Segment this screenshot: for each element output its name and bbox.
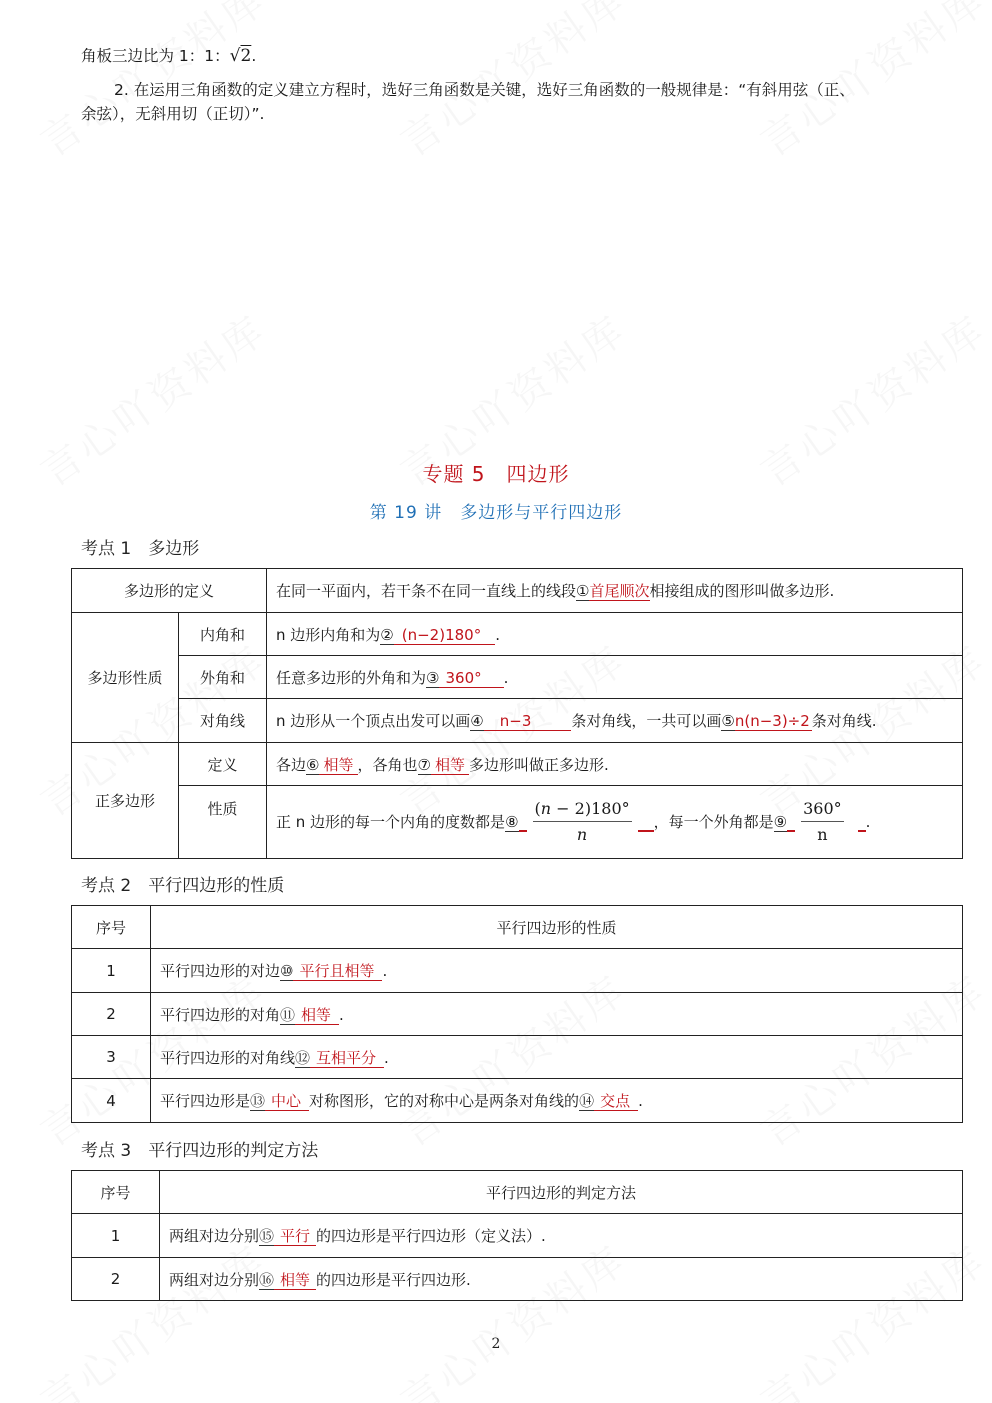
table-row: 2 平行四边形的对角⑪ 相等 . — [72, 993, 963, 1036]
section-3-heading: 考点 3 平行四边形的判定方法 — [81, 1141, 319, 1161]
intro-line-2: 2. 在运用三角函数的定义建立方程时，选好三角函数是关键，选好三角函数的一般规律是：“有斜用弦（正、 — [114, 81, 855, 99]
interior-angle-cell: n 边形内角和为② (n−2)180° . — [267, 613, 963, 656]
intro-line-1: 角板三边比为 1：1：√2. — [81, 46, 257, 66]
answer-10: 平行且相等 — [293, 962, 382, 981]
lecture-subtitle: 第 19 讲 多边形与平行四边形 — [369, 503, 623, 523]
section-1-heading: 考点 1 多边形 — [81, 539, 200, 559]
fraction-exterior-angle: $\frac{360^\circ}{n}$ — [803, 798, 842, 844]
table-row — [72, 613, 963, 656]
row-label: 定义 — [179, 743, 267, 786]
answer-3: 360° — [439, 669, 503, 688]
diagonal-cell: n 边形从一个顶点出发可以画④ n−3 条对角线，一共可以画⑤n(n−3)÷2 条对角线. — [267, 699, 963, 743]
group-label: 正多边形 — [72, 743, 179, 859]
column-header-property: 平行四边形的性质 — [151, 906, 963, 949]
answer-11: 相等 — [295, 1006, 339, 1025]
answer-2: (n−2)180° — [394, 626, 495, 645]
table-row: 2 两组对边分别⑯ 相等 的四边形是平行四边形. — [72, 1258, 963, 1301]
answer-4: n−3 — [484, 712, 572, 731]
row-label: 内角和 — [179, 613, 267, 656]
row-label: 多边形的定义 — [72, 569, 267, 613]
table-row: 1 两组对边分别⑮ 平行 的四边形是平行四边形（定义法）. — [72, 1214, 963, 1258]
page-number: 2 — [491, 1336, 501, 1352]
table-header-row — [72, 1171, 963, 1214]
table-row — [72, 656, 963, 699]
definition-cell: 在同一平面内，若干条不在同一直线上的线段①首尾顺次相接组成的图形叫做多边形. — [267, 569, 963, 613]
table-row — [72, 786, 963, 859]
column-header-number: 序号 — [72, 1171, 160, 1214]
answer-1: 首尾顺次 — [589, 582, 650, 600]
group-label: 多边形性质 — [72, 613, 179, 743]
regular-definition-cell: 各边⑥ 相等 ，各角也⑦ 相等 多边形叫做正多边形. — [267, 743, 963, 786]
exterior-angle-cell: 任意多边形的外角和为③ 360° . — [267, 656, 963, 699]
parallelogram-properties-table — [71, 905, 963, 1123]
table-row — [72, 743, 963, 786]
answer-12: 互相平分 — [310, 1049, 384, 1068]
table-row — [72, 569, 963, 613]
intro-line-3: 余弦），无斜用切（正切）”. — [81, 105, 265, 123]
section-2-heading: 考点 2 平行四边形的性质 — [81, 876, 285, 896]
table-row: 3 平行四边形的对角线⑫ 互相平分 . — [72, 1036, 963, 1079]
answer-16: 相等 — [274, 1271, 316, 1290]
table-row — [72, 699, 963, 743]
sqrt-two: √2 — [229, 46, 252, 66]
answer-15: 平行 — [274, 1227, 316, 1246]
column-header-number: 序号 — [72, 906, 151, 949]
fraction-interior-angle: $\frac{(n - 2)180^\circ}{n}$ — [534, 798, 630, 844]
answer-13: 中心 — [265, 1092, 309, 1111]
answer-14: 交点 — [594, 1092, 638, 1111]
row-label: 对角线 — [179, 699, 267, 743]
answer-6: 相等 — [319, 756, 357, 775]
column-header-criteria: 平行四边形的判定方法 — [160, 1171, 963, 1214]
table-row: 4 平行四边形是⑬ 中心 对称图形，它的对称中心是两条对角线的⑭ 交点 . — [72, 1079, 963, 1123]
table-header-row — [72, 906, 963, 949]
regular-property-cell: 正 n 边形的每一个内角的度数都是⑧ $\frac{(n - 2)180^\circ}{n}$ ，每一个外角都是⑨ $\frac{360^\circ}{n}$ . — [267, 786, 963, 859]
polygon-table — [71, 568, 963, 859]
table-row: 1 平行四边形的对边⑩ 平行且相等 . — [72, 949, 963, 993]
row-label: 外角和 — [179, 656, 267, 699]
parallelogram-criteria-table — [71, 1170, 963, 1301]
answer-5: n(n−3)÷2 — [734, 712, 810, 730]
answer-7: 相等 — [431, 756, 469, 775]
chapter-title: 专题 5 四边形 — [422, 462, 570, 486]
row-label: 性质 — [179, 786, 267, 859]
